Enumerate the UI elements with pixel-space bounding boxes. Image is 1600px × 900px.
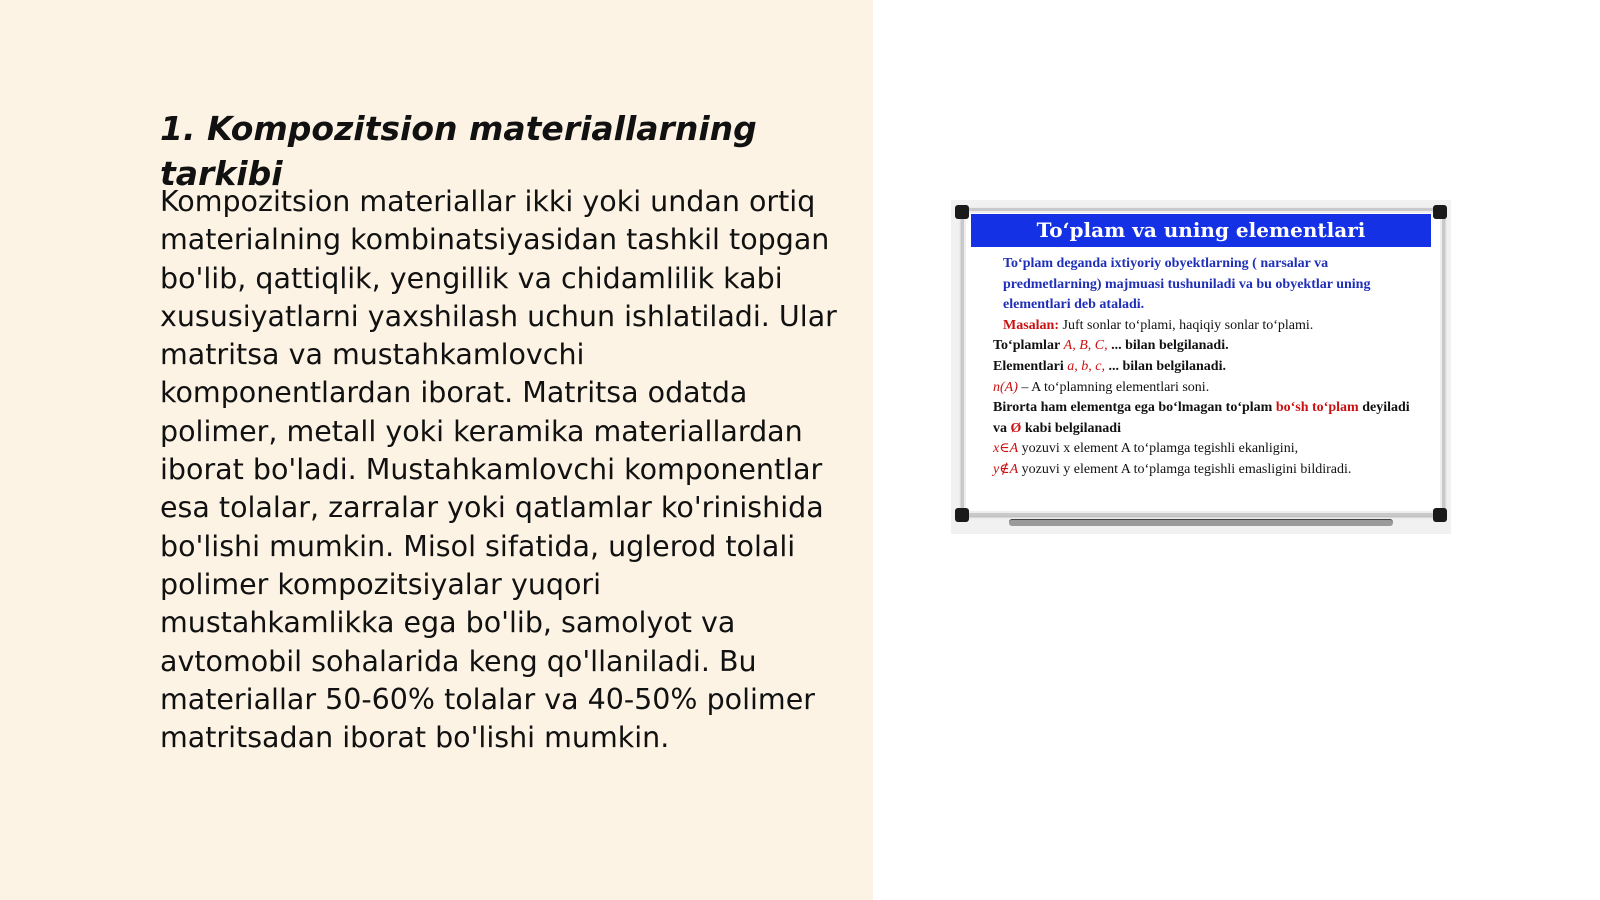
board-sets-line [993, 336, 1413, 357]
board-notbelongs-symbol: y∉A [993, 461, 1019, 477]
board-empty-text-3: kabi belgilanadi [1024, 420, 1121, 436]
board-empty-symbol: Ø [1010, 420, 1022, 436]
board-empty-text-2: deyiladi va [993, 400, 1410, 436]
board-belongs-line [993, 439, 1413, 460]
board-example-label: Masalan: [1003, 317, 1059, 333]
board-marker-tray [1009, 519, 1393, 526]
whiteboard-image [951, 200, 1451, 534]
board-example-line [993, 316, 1413, 337]
board-empty-highlight: bo‘sh to‘plam [1275, 400, 1359, 416]
board-sets-suffix: ... bilan belgilanadi. [1111, 338, 1229, 354]
board-empty-set-line [993, 398, 1413, 439]
board-elements-suffix: ... bilan belgilanadi. [1108, 358, 1226, 374]
slide-body-text: Kompozitsion materiallar ikki yoki undan ortiq materialning kombinatsiyasidan tashkil topgan bo'lib, qattiqlik, yengillik va chidamlilik kabi xususiyatlarni yaxshilash uchun ishlatiladi. Ular matritsa va mustahkamlovchi komponentlardan iborat. Matritsa odatda polimer, metall yoki keramika materiallardan iborat bo'ladi. Mustahkamlovchi komponentlar esa tolalar, zarralar yoki qatlamlar ko'rinishida bo'lishi mumkin. Misol sifatida, uglerod tolali polimer kompozitsiyalar yuqori mustahkamlikka ega bo'lib, samolyot va avtomobil sohalarida keng qo'llaniladi. Bu materiallar 50-60% tolalar va 40-50% polimer matritsadan iborat bo'lishi mumkin. [160, 185, 837, 755]
board-notbelongs-text: yozuvi y element A to‘plamga tegishli emasligini bildiradi. [1021, 461, 1352, 477]
board-corner-cap [955, 508, 969, 522]
board-count-symbol: n(A) [993, 379, 1018, 395]
board-example-text: Juft sonlar to‘plami, haqiqiy sonlar to‘plami. [1062, 317, 1314, 333]
board-definition: To‘plam deganda ixtiyoriy obyektlarning ( narsalar va predmetlarning) majmuasi tushuniladi va bu obyektlar uning elementlari deb ataladi. [1003, 256, 1371, 313]
board-empty-text-1: Birorta ham elementga ega bo‘lmagan to‘plam [993, 400, 1273, 416]
board-title: To‘plam va uning elementlari [971, 214, 1431, 247]
board-notbelongs-line [993, 460, 1413, 481]
board-count-text: – A to‘plamning elementlari soni. [1021, 379, 1210, 395]
board-belongs-text: yozuvi x element A to‘plamga tegishli ekanligini, [1021, 441, 1299, 457]
board-elements-line [993, 357, 1413, 378]
board-corner-cap [1433, 205, 1447, 219]
board-sets-symbols: A, B, C, [1063, 338, 1108, 354]
board-elements-label: Elementlari [993, 358, 1064, 374]
board-elements-symbols: a, b, c, [1067, 358, 1105, 374]
board-corner-cap [955, 205, 969, 219]
slide-title: 1. Kompozitsion materiallarning tarkibi [160, 109, 757, 193]
board-sets-label: To‘plamlar [993, 338, 1061, 354]
board-count-line [993, 378, 1413, 399]
board-content [993, 254, 1413, 481]
board-belongs-symbol: x∈A [993, 441, 1019, 457]
board-corner-cap [1433, 508, 1447, 522]
